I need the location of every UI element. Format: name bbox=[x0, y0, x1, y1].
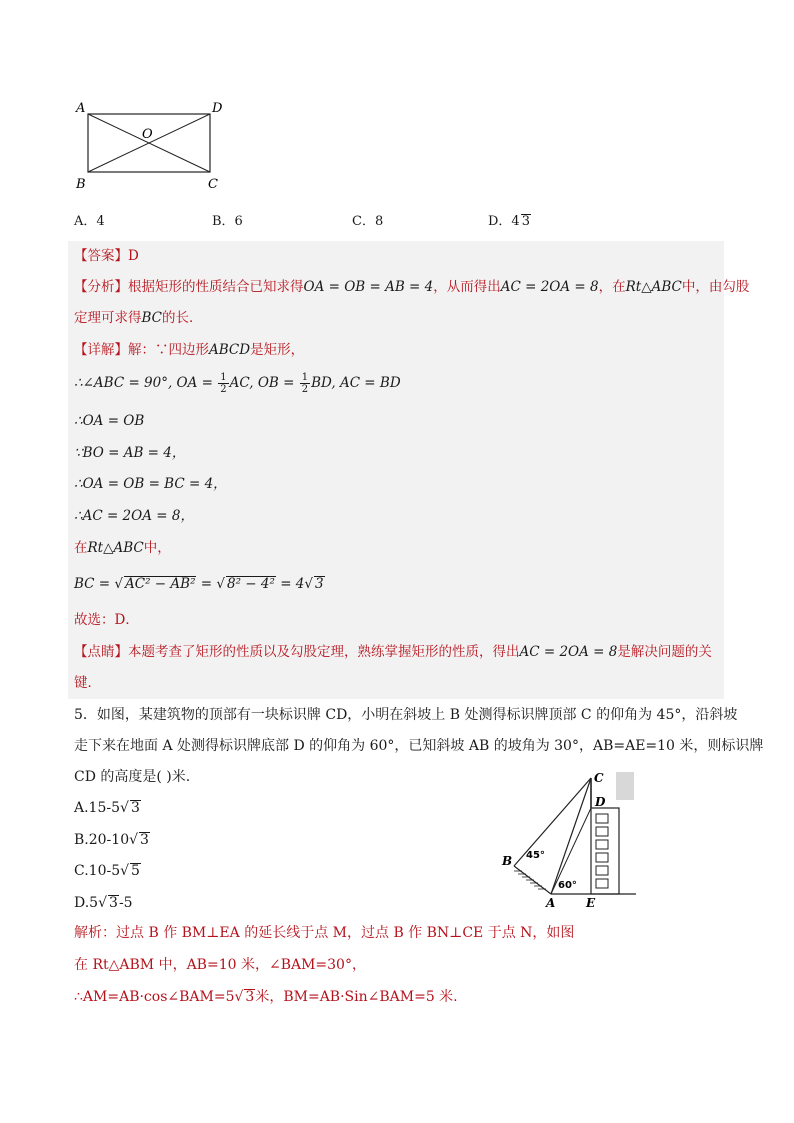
question5-choice-c: C.10-5√ 5 bbox=[74, 863, 140, 879]
fig2-label-d: D bbox=[595, 795, 606, 809]
conclusion: 故选：D． bbox=[74, 612, 139, 628]
fig2-angle-45: 45° bbox=[526, 850, 545, 861]
comment-line-1: 【点睛】本题考查了矩形的性质以及勾股定理，熟练掌握矩形的性质，得出AC = 2OA = 8是解决问题的关 bbox=[74, 644, 712, 660]
detail-step-6: 在Rt△ABC中， bbox=[74, 540, 171, 556]
detail-step-7: BC = √ AC² − AB² = √ 8² − 4² = 4√ 3 bbox=[74, 576, 324, 592]
question5-analysis-3: ∴AM=AB·cos∠BAM=5√ 3米，BM=AB·Sin∠BAM=5 米. bbox=[74, 989, 458, 1005]
question5-analysis-2: 在 Rt△ABM 中，AB=10 米，∠BAM=30°， bbox=[74, 957, 366, 973]
question5-line-2: 走下来在地面 A 处测得标识牌底部 D 的仰角为 60°，已知斜坡 AB 的坡角为 30°，AB=AE=10 米，则标识牌 bbox=[74, 738, 764, 754]
question5-line-1: 5．如图，某建筑物的顶部有一块标识牌 CD，小明在斜坡上 B 处测得标识牌顶部 C 的仰角为 45°，沿斜坡 bbox=[74, 707, 738, 723]
detail-step-4: ∴OA = OB = BC = 4， bbox=[74, 476, 227, 492]
question5-analysis-1: 解析：过点 B 作 BM⊥EA 的延长线于点 M，过点 B 作 BN⊥CE 于点 N，如图 bbox=[74, 925, 575, 941]
label-d: D bbox=[212, 101, 223, 116]
question5-choice-d: D.5√ 3-5 bbox=[74, 895, 133, 911]
label-c: C bbox=[208, 177, 218, 192]
question5-choice-b: B.20-10√ 3 bbox=[74, 832, 149, 848]
fraction-half-1: $\frac{1}{2}$ bbox=[220, 372, 227, 395]
label-b: B bbox=[76, 177, 86, 192]
detail-step-5: ∴AC = 2OA = 8， bbox=[74, 508, 194, 524]
option-d: D．4 3 bbox=[488, 214, 530, 229]
option-c: C．8 bbox=[352, 214, 384, 229]
analysis-line-2: 定理可求得BC的长． bbox=[74, 310, 203, 326]
rectangle-figure bbox=[74, 96, 234, 196]
question5-line-3: CD 的高度是( )米. bbox=[74, 769, 191, 785]
sight-line-ac bbox=[551, 778, 591, 894]
detail-step-1: ∴∠ABC = 90°, OA = $\frac{1}{2}$ AC, OB = $\frac{1}{2}$ BD, AC = BD bbox=[74, 372, 401, 395]
question5-choice-a: A.15-5√ 3 bbox=[74, 800, 140, 816]
fig2-label-b: B bbox=[502, 854, 513, 868]
fraction-half-2: $\frac{1}{2}$ bbox=[301, 372, 309, 395]
option-a: A．4 bbox=[74, 214, 105, 229]
comment-line-2: 键． bbox=[74, 675, 101, 691]
label-o: O bbox=[142, 127, 153, 142]
detail-step-2: ∴OA = OB bbox=[74, 413, 145, 429]
label-a: A bbox=[76, 101, 86, 116]
building bbox=[591, 808, 619, 894]
answer-options bbox=[74, 210, 754, 229]
slope-signboard-figure bbox=[496, 768, 644, 908]
detail-intro: 【详解】解：∵四边形ABCD是矩形， bbox=[74, 342, 305, 358]
fig2-label-e: E bbox=[586, 896, 596, 908]
answer-line: 【答案】D bbox=[74, 248, 139, 264]
fig2-label-c: C bbox=[594, 771, 604, 785]
fig2-angle-60: 60° bbox=[558, 880, 577, 891]
fig2-label-a: A bbox=[546, 896, 556, 908]
option-b: B．6 bbox=[212, 214, 243, 229]
analysis-line-1: 【分析】根据矩形的性质结合已知求得OA = OB = AB = 4，从而得出AC = 2OA = 8，在Rt△ABC中，由勾股 bbox=[74, 279, 750, 295]
detail-step-3: ∵BO = AB = 4， bbox=[74, 445, 186, 461]
